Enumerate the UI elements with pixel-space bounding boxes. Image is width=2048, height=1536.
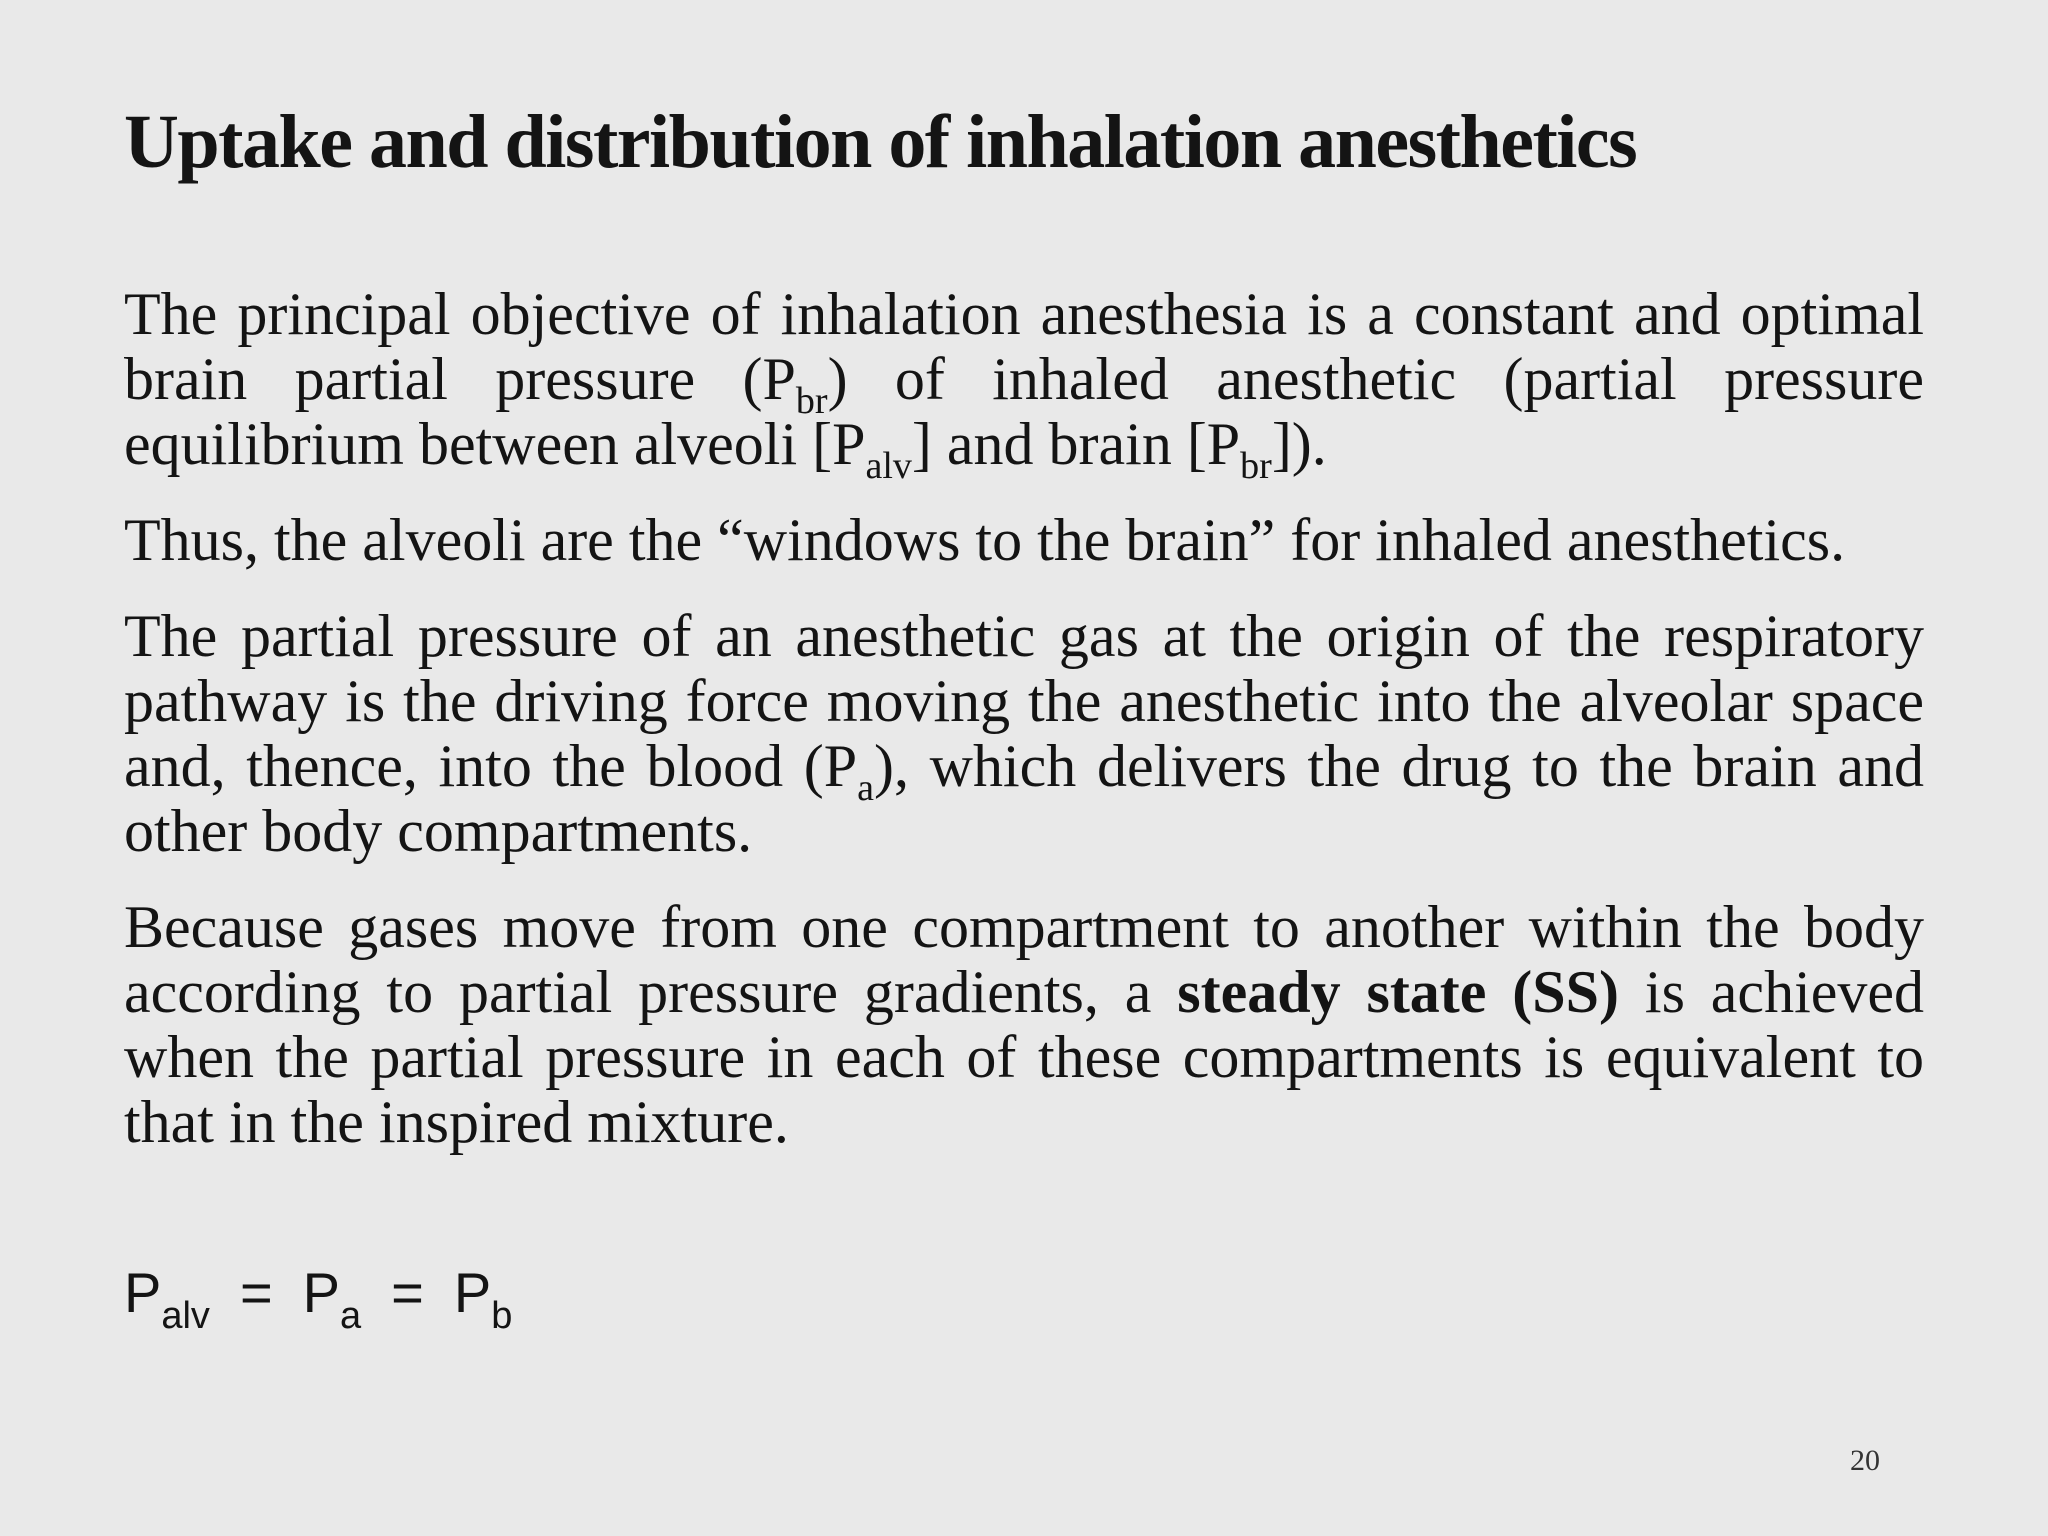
slide-body	[124, 282, 1924, 1186]
steady-state-equation	[124, 1258, 513, 1337]
page-number: 20	[1850, 1444, 1880, 1477]
equals-sign: =	[239, 1261, 273, 1324]
equation-term-alveolar	[124, 1258, 210, 1337]
subscript-br: br	[1240, 445, 1272, 487]
equals-sign: =	[391, 1261, 424, 1324]
subscript-alv: alv	[865, 445, 912, 487]
equation-symbol: P	[453, 1261, 492, 1324]
paragraph-brain-partial-pressure	[124, 281, 1924, 487]
paragraph-steady-state	[124, 895, 1924, 1155]
equation-subscript-b: b	[491, 1295, 513, 1337]
paragraph-text: ) of inhaled anesthetic (partial pressure equilibrium between alveoli [P	[124, 346, 1924, 477]
paragraph-text: ), which delivers the drug to the brain and other body compartments.	[124, 733, 1924, 864]
paragraph-windows-to-brain: Thus, the alveoli are the “windows to the brain” for inhaled anesthetics.	[124, 507, 1846, 573]
paragraph-text: ] and brain [P	[911, 411, 1241, 477]
paragraph-text: The partial pressure of an anesthetic gas at the origin of the respiratory pathway is the driving force moving the anesthetic into the alveolar space and, thence, into the blood (P	[124, 603, 1924, 799]
equation-subscript-a: a	[340, 1295, 362, 1337]
paragraph-text: ]).	[1271, 411, 1327, 477]
paragraph-text: Because gases move from one compartment to another within the body according to partial pressure gradients, a	[124, 894, 1924, 1025]
subscript-br: br	[795, 380, 828, 422]
equation-term-brain	[453, 1258, 513, 1337]
slide-title: Uptake and distribution of inhalation anesthetics	[124, 100, 1637, 184]
subscript-a: a	[857, 767, 875, 809]
paragraph-text: The principal objective of inhalation anesthesia is a constant and optimal brain partial pressure (P	[124, 281, 1924, 412]
steady-state-term: steady state (SS)	[1177, 959, 1620, 1025]
equation-term-arterial	[302, 1258, 362, 1337]
equation-symbol: P	[124, 1261, 162, 1324]
equation-subscript-alv: alv	[161, 1295, 210, 1337]
paragraph-driving-force	[124, 604, 1924, 864]
equation-symbol: P	[302, 1261, 340, 1324]
paragraph-text: is achieved when the partial pressure in each of these compartments is equivalent to that in the inspired mixture.	[124, 959, 1924, 1155]
